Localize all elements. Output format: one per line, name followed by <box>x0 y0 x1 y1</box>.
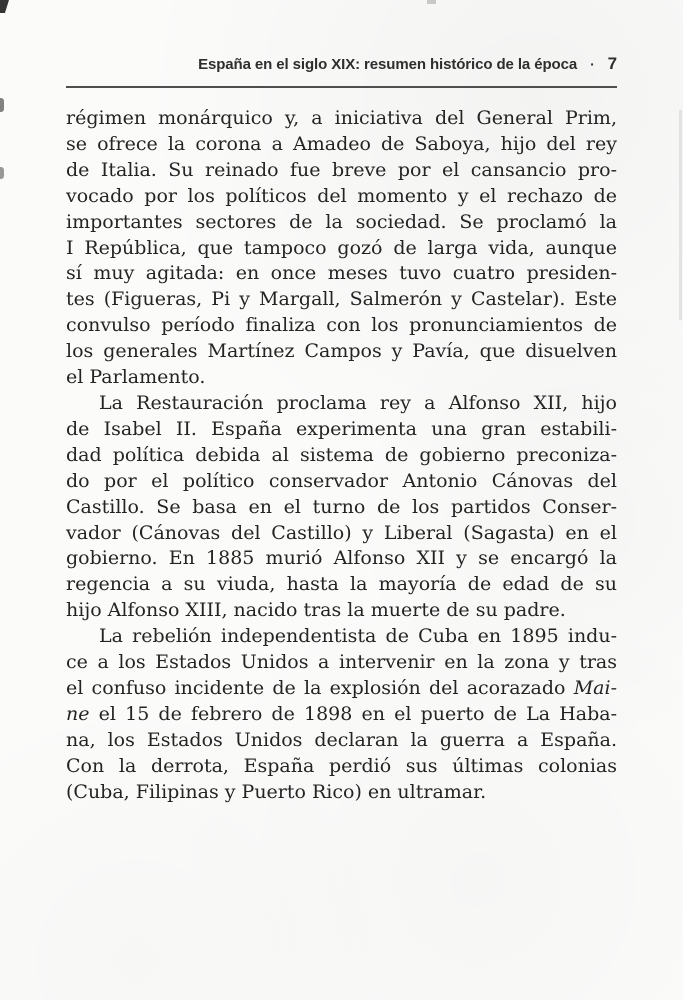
text-segment: de Italia. Su reinado fue breve por el cansancio pro- <box>66 158 617 181</box>
text-segment: vador (Cánovas del Castillo) y Liberal (Sagasta) en el <box>66 521 617 544</box>
scan-artifact <box>0 167 4 179</box>
text-segment: el confuso incidente de la explosión del acorazado <box>66 676 574 699</box>
text-line <box>66 521 617 547</box>
text-segment: Con la derrota, España perdió sus últimas colonias <box>66 754 617 777</box>
text-segment: I República, que tampoco gozó de larga vida, aunque <box>66 236 617 259</box>
text-line <box>66 287 617 313</box>
text-segment: de Isabel II. España experimenta una gran estabili- <box>66 417 617 440</box>
text-line <box>66 391 617 417</box>
scan-artifact <box>679 110 682 320</box>
text-line <box>66 780 617 806</box>
text-segment: tes (Figueras, Pi y Margall, Salmerón y Castelar). Este <box>66 288 617 311</box>
text-segment: régimen monárquico y, a iniciativa del General Prim, <box>66 107 617 129</box>
text-segment: el Parlamento. <box>66 366 206 389</box>
page-header <box>66 54 617 74</box>
header-rule <box>66 86 617 88</box>
scan-artifact <box>0 98 4 112</box>
text-line <box>66 261 617 287</box>
italic-text: Mai- <box>573 676 617 699</box>
text-line <box>66 339 617 365</box>
text-segment: (Cuba, Filipinas y Puerto Rico) en ultramar. <box>66 780 487 803</box>
header-title: España en el siglo XIX: resumen histórico de la época <box>198 56 578 73</box>
text-segment: se ofrece la corona a Amadeo de Saboya, hijo del rey <box>66 132 617 155</box>
paragraph <box>66 624 617 805</box>
paragraph <box>66 391 617 624</box>
text-line <box>66 676 617 702</box>
text-line <box>66 624 617 650</box>
text-segment: La rebelión independentista de Cuba en 1895 indu- <box>99 625 617 648</box>
body-text <box>66 106 617 805</box>
text-line <box>66 650 617 676</box>
scan-artifact <box>427 0 436 4</box>
text-segment: gobierno. En 1885 murió Alfonso XII y se encargó la <box>66 547 617 570</box>
text-segment: do por el político conservador Antonio Cánovas del <box>66 469 617 492</box>
text-segment: Castillo. Se basa en el turno de los partidos Conser- <box>66 495 617 518</box>
scan-artifact <box>0 0 9 13</box>
text-line <box>66 158 617 184</box>
text-line <box>66 546 617 572</box>
text-line <box>66 754 617 780</box>
paragraph <box>66 106 617 391</box>
text-segment: vocado por los políticos del momento y el rechazo de <box>66 184 617 207</box>
text-segment: hijo Alfonso XIII, nacido tras la muerte de su padre. <box>66 599 566 622</box>
text-line <box>66 495 617 521</box>
page-number: 7 <box>607 54 617 73</box>
text-segment: sí muy agitada: en once meses tuvo cuatro presiden- <box>66 262 617 285</box>
italic-text: ne <box>66 702 90 725</box>
text-segment: importantes sectores de la sociedad. Se proclamó la <box>66 210 617 233</box>
text-segment: dad política debida al sistema de gobierno preconiza- <box>66 443 617 466</box>
text-line <box>66 728 617 754</box>
text-segment: na, los Estados Unidos declaran la guerra a España. <box>66 728 617 751</box>
text-line <box>66 132 617 158</box>
text-line <box>66 572 617 598</box>
text-line <box>66 598 617 624</box>
text-line <box>66 313 617 339</box>
text-segment: los generales Martínez Campos y Pavía, que disuelven <box>66 340 617 363</box>
text-line <box>66 469 617 495</box>
text-line <box>66 184 617 210</box>
text-segment: el 15 de febrero de 1898 en el puerto de La Haba- <box>89 702 617 725</box>
separator-dot: · <box>590 56 595 72</box>
text-line <box>66 443 617 469</box>
text-segment: convulso período finaliza con los pronunciamientos de <box>66 314 617 337</box>
text-line <box>66 365 617 391</box>
text-segment: ce a los Estados Unidos a intervenir en la zona y tras <box>66 651 617 674</box>
text-line <box>66 702 617 728</box>
text-line <box>66 106 617 132</box>
text-segment: regencia a su viuda, hasta la mayoría de edad de su <box>66 573 617 596</box>
text-line <box>66 236 617 262</box>
text-line <box>66 210 617 236</box>
text-segment: La Restauración proclama rey a Alfonso XII, hijo <box>99 391 617 414</box>
text-line <box>66 417 617 443</box>
